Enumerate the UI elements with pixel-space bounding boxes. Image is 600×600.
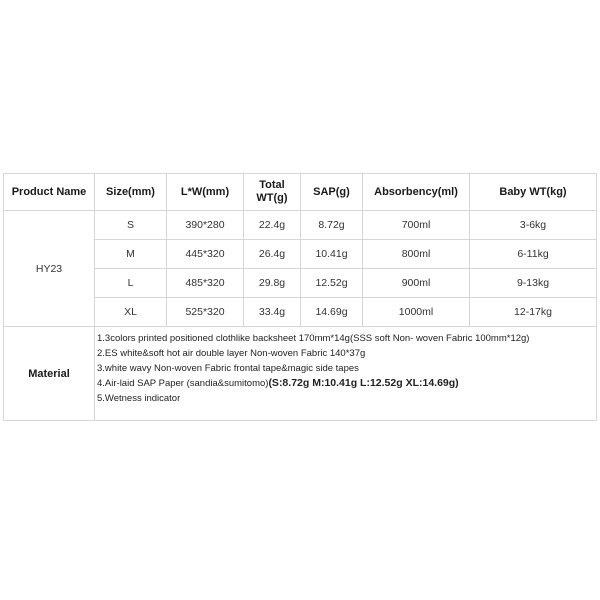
material-description: [95, 327, 597, 421]
size-cell: L: [95, 269, 167, 298]
sap-cell: 14.69g: [301, 298, 363, 327]
material-line-4: [97, 376, 596, 391]
material-row: [4, 327, 597, 421]
total-wt-cell: 22.4g: [244, 211, 301, 240]
header-baby-wt: Baby WT(kg): [470, 174, 597, 211]
sap-cell: 10.41g: [301, 240, 363, 269]
table-row: [4, 211, 597, 240]
absorbency-cell: 700ml: [363, 211, 470, 240]
sap-cell: 12.52g: [301, 269, 363, 298]
absorbency-cell: 1000ml: [363, 298, 470, 327]
size-cell: XL: [95, 298, 167, 327]
material-line-2: 2.ES white&soft hot air double layer Non-woven Fabric 140*37g: [97, 348, 366, 359]
size-cell: M: [95, 240, 167, 269]
lw-cell: 390*280: [167, 211, 244, 240]
material-line-3: 3.white wavy Non-woven Fabric frontal tape&magic side tapes: [97, 363, 359, 374]
total-wt-cell: 26.4g: [244, 240, 301, 269]
lw-cell: 445*320: [167, 240, 244, 269]
material-line-5: 5.Wetness indicator: [97, 393, 181, 404]
header-lw: L*W(mm): [167, 174, 244, 211]
baby-wt-cell: 12-17kg: [470, 298, 597, 327]
material-line-4-text: 4.Air-laid SAP Paper (sandia&sumitomo): [97, 378, 269, 389]
header-product-name: Product Name: [4, 174, 95, 211]
header-sap: SAP(g): [301, 174, 363, 211]
lw-cell: 485*320: [167, 269, 244, 298]
baby-wt-cell: 6-11kg: [470, 240, 597, 269]
size-cell: S: [95, 211, 167, 240]
material-line-1: 1.3colors printed positioned clothlike backsheet 170mm*14g(SSS soft Non- woven Fabric 100mm*12g): [97, 333, 530, 344]
header-row: [4, 174, 597, 211]
lw-cell: 525*320: [167, 298, 244, 327]
total-wt-cell: 29.8g: [244, 269, 301, 298]
header-size: Size(mm): [95, 174, 167, 211]
material-label: Material: [4, 327, 95, 421]
header-total-wt: [244, 174, 301, 211]
absorbency-cell: 900ml: [363, 269, 470, 298]
product-name-cell: HY23: [4, 211, 95, 327]
sap-cell: 8.72g: [301, 211, 363, 240]
material-line-4-sap-weights: (S:8.72g M:10.41g L:12.52g XL:14.69g): [268, 377, 459, 389]
product-spec-table: [3, 173, 597, 421]
header-total-wt-line2: WT(g): [256, 192, 288, 204]
baby-wt-cell: 9-13kg: [470, 269, 597, 298]
total-wt-cell: 33.4g: [244, 298, 301, 327]
header-absorbency: Absorbency(ml): [363, 174, 470, 211]
baby-wt-cell: 3-6kg: [470, 211, 597, 240]
header-total-wt-line1: Total: [259, 179, 285, 191]
absorbency-cell: 800ml: [363, 240, 470, 269]
